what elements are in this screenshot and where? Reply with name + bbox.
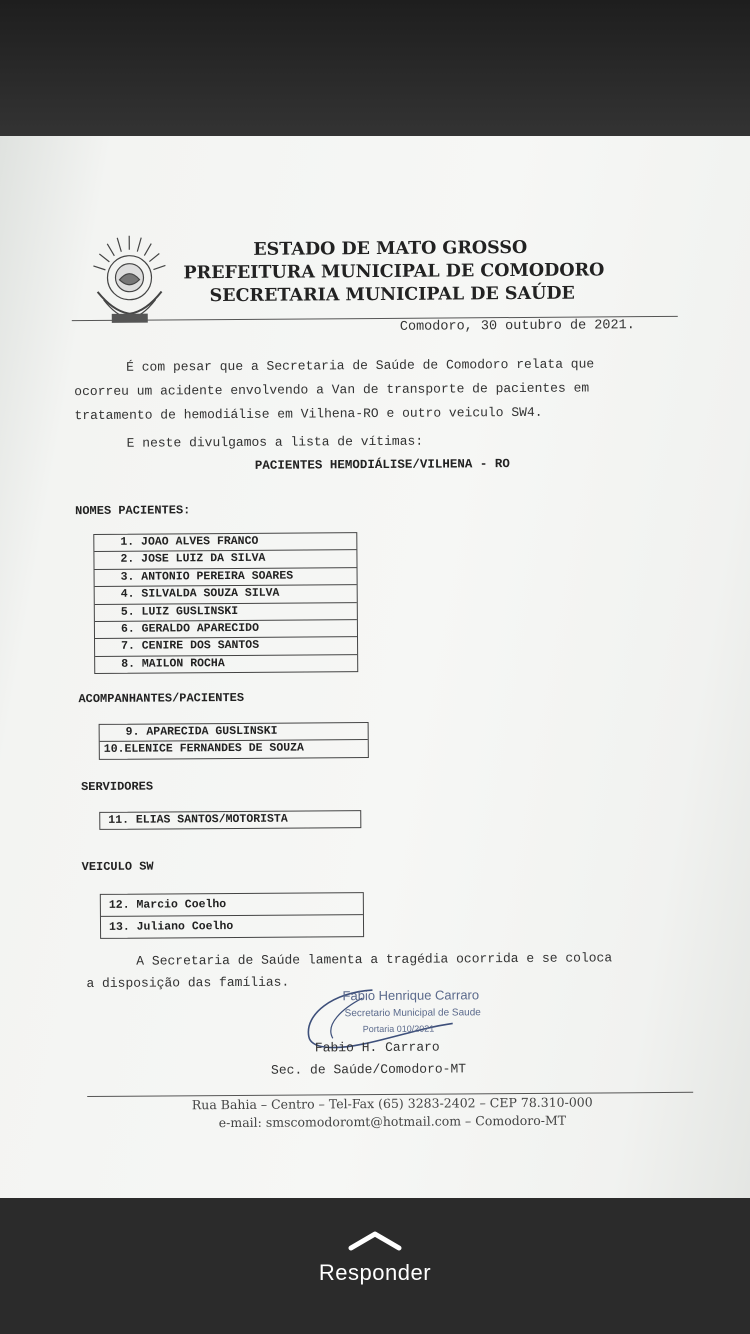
closing-line-1: A Secretaria de Saúde lamenta a tragédia ocorrida e se coloca [136,950,613,969]
table-row: 1. JOAO ALVES FRANCO [94,533,356,552]
vehicle-table [100,892,364,939]
companions-table [99,722,369,760]
reply-label[interactable]: Responder [318,1260,432,1285]
table-row: 5. LUIZ GUSLINSKI [95,603,357,622]
table-row: 7. CENIRE DOS SANTOS [95,637,357,656]
stamp-name: Fabio Henrique Carraro [342,987,480,1004]
paragraph-line-2: ocorreu um acidente envolvendo a Van de transporte de pacientes em [74,380,590,400]
table-row: 11. ELIAS SANTOS/MOTORISTA [108,812,288,827]
footer-address: Rua Bahia – Centro – Tel-Fax (65) 3283-2402 – CEP 78.310-000 [191,1094,593,1113]
header-state: ESTADO DE MATO GROSSO [253,237,528,260]
table-row: 13. Juliano Coelho [108,919,234,934]
signer-name: Fabio H. Carraro [314,1039,440,1056]
patients-table [93,532,358,674]
header-prefecture: PREFEITURA MUNICIPAL DE COMODORO [183,260,605,284]
table-row: 9. APARECIDA GUSLINSKI [100,723,368,742]
table-row: 10.ELENICE FERNANDES DE SOUZA [103,741,304,757]
table-row: 6. GERALDO APARECIDO [95,620,357,639]
servers-table [99,810,361,830]
paragraph-victims-intro: E neste divulgamos a lista de vítimas: [126,433,424,451]
table-row: 2. JOSE LUIZ DA SILVA [94,551,356,570]
chevron-up-icon[interactable] [347,1230,403,1252]
stamp-portaria: Portaria 010/2021 [362,1023,435,1035]
paragraph-line-1: É com pesar que a Secretaria de Saúde de Comodoro relata que [126,356,595,375]
paragraph-line-3: tratamento de hemodiálise em Vilhena-RO e outro veiculo SW4. [74,404,543,424]
closing-line-2: a disposição das famílias. [86,974,290,992]
vehicle-section-label: VEICULO SW [81,859,154,875]
signer-role: Sec. de Saúde/Comodoro-MT [270,1061,467,1078]
document-page [0,136,750,1198]
municipal-crest-logo [83,229,176,330]
footer-email: e-mail: smscomodoromt@hotmail.com – Comodoro-MT [218,1112,567,1131]
table-row: 3. ANTONIO PEREIRA SOARES [95,568,357,587]
table-row: 8. MAILON ROCHA [121,656,225,671]
servers-section-label: SERVIDORES [80,779,154,795]
table-row: 4. SILVALDA SOUZA SILVA [95,585,357,604]
document-photo [0,136,750,1198]
table-row: 12. Marcio Coelho [101,893,363,917]
document-date: Comodoro, 30 outubro de 2021. [399,318,635,335]
patients-section-label: NOMES PACIENTES: [75,503,191,519]
header-secretariat: SECRETARIA MUNICIPAL DE SAÚDE [209,283,575,307]
stamp-role: Secretario Municipal de Saude [344,1007,481,1020]
reply-button[interactable] [0,1230,750,1310]
companions-section-label: ACOMPANHANTES/PACIENTES [78,690,245,707]
viewer-top-bar [0,0,750,136]
list-title: PACIENTES HEMODIÁLISE/VILHENA - RO [254,457,510,473]
